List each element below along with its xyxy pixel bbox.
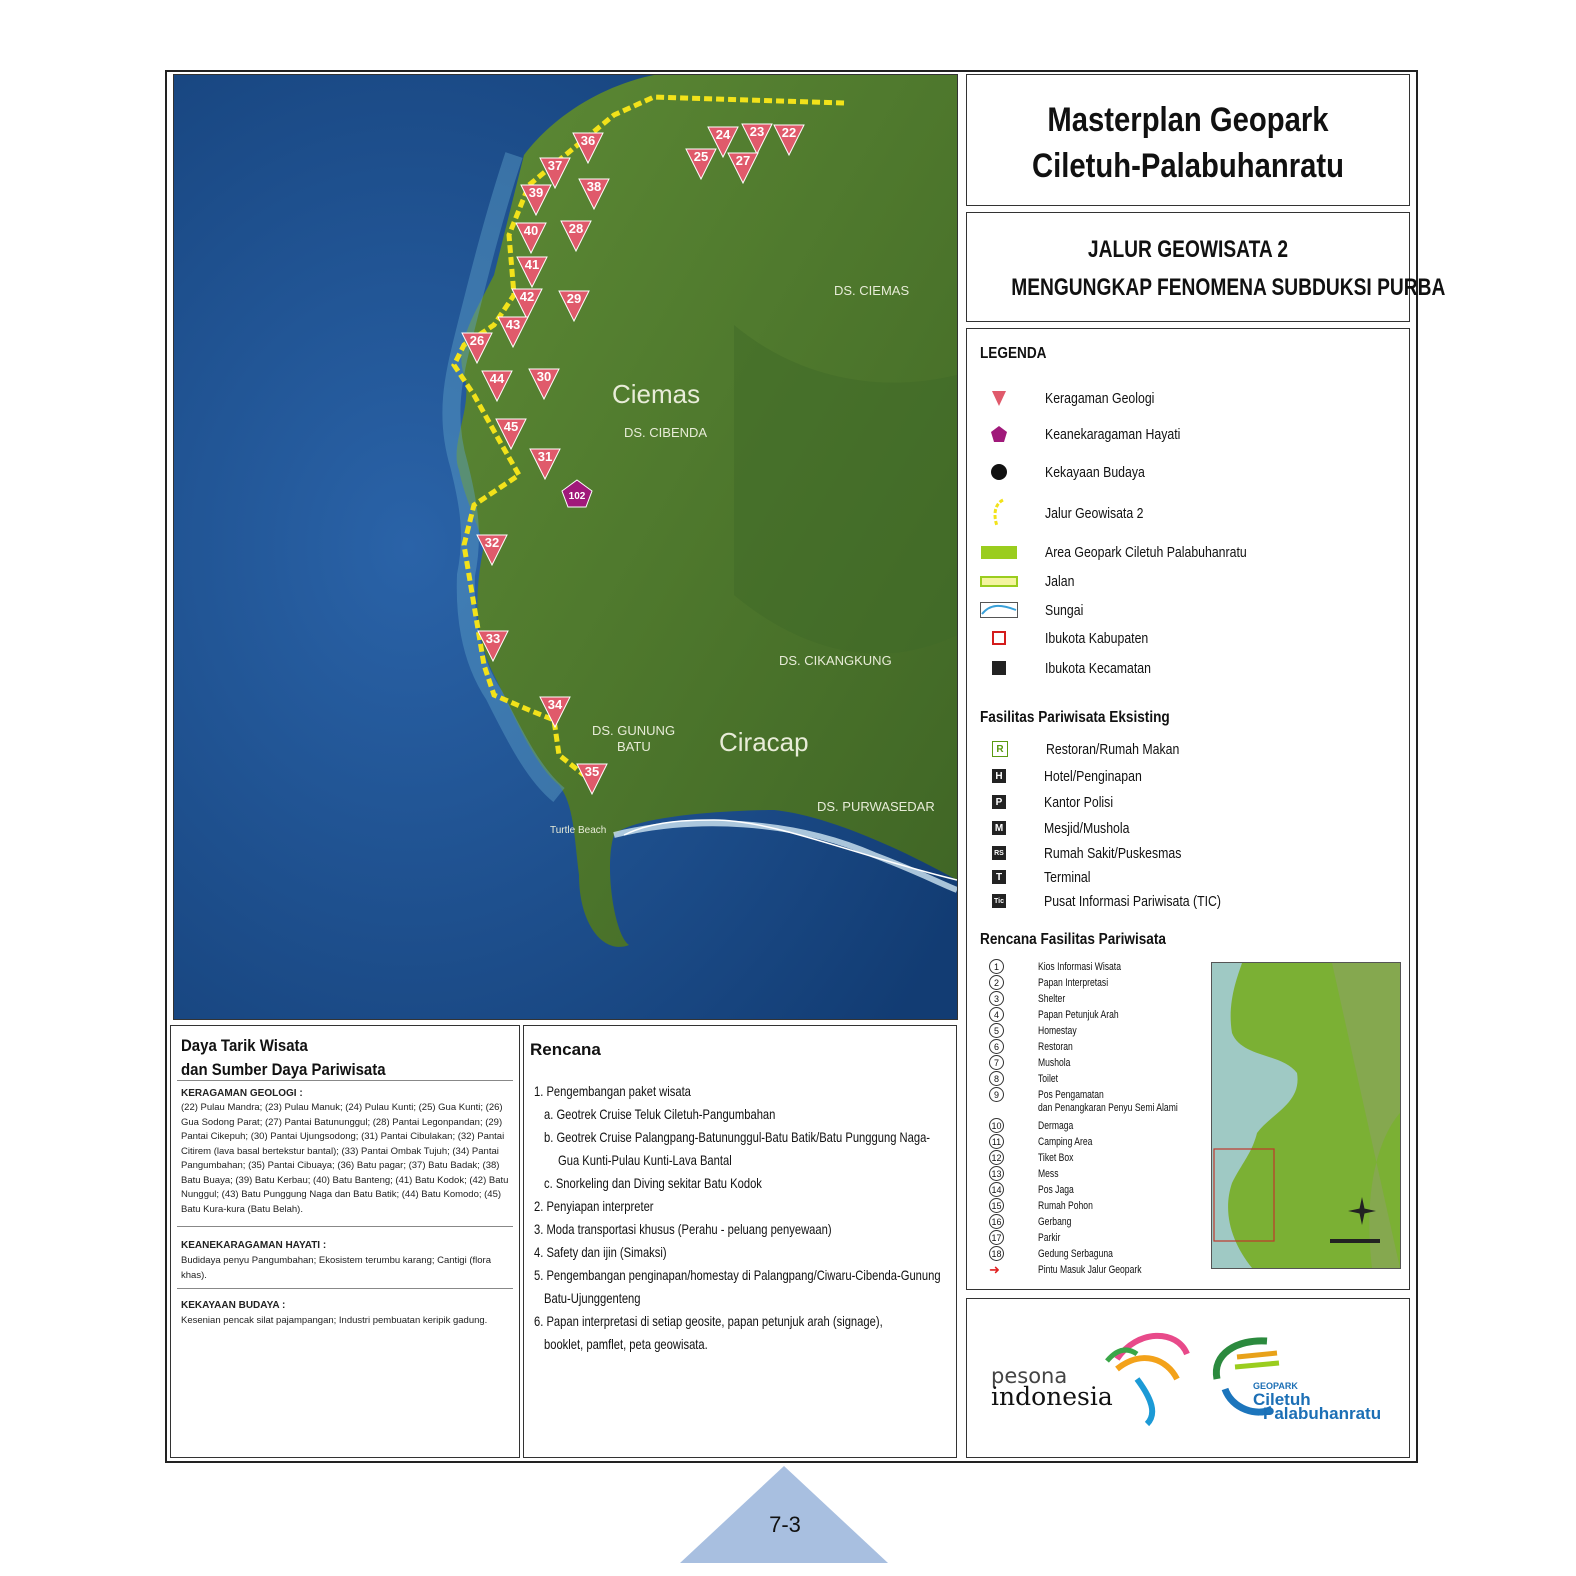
red-square-icon xyxy=(979,627,1019,649)
subtitle-panel xyxy=(966,212,1446,322)
planned-facility-item xyxy=(989,1007,1141,1022)
legend-item xyxy=(979,387,1178,409)
planned-number-icon: 3 xyxy=(989,991,1004,1006)
geology-site-number: 45 xyxy=(503,419,519,434)
daya-tarik-panel xyxy=(170,1025,520,1458)
legend-label: Keanekaragaman Hayati xyxy=(1045,425,1181,443)
road-icon xyxy=(979,570,1019,592)
geology-site-number: 36 xyxy=(580,133,596,148)
rencana-item: 2. Penyiapan interpreter xyxy=(534,1198,654,1214)
planned-label: Kios Informasi Wisata xyxy=(1038,960,1121,973)
planned-heading: Rencana Fasilitas Pariwisata xyxy=(980,931,1166,948)
rencana-item: 5. Pengembangan penginapan/homestay di Palangpang/Ciwaru-Cibenda-Gunung xyxy=(534,1267,941,1283)
planned-label: Toilet xyxy=(1038,1072,1059,1085)
logo-palabuhanratu: Palabuhanratu xyxy=(1263,1404,1382,1423)
planned-facility-item xyxy=(989,1039,1083,1054)
existing-facility-item xyxy=(979,890,1260,912)
hayati-section xyxy=(181,1238,511,1283)
legend-item xyxy=(979,570,1081,592)
planned-number-icon: 18 xyxy=(989,1246,1004,1261)
planned-facility-item xyxy=(989,1230,1067,1245)
planned-number-icon: 12 xyxy=(989,1150,1004,1165)
planned-facility-item xyxy=(989,1198,1108,1213)
planned-number-icon: 7 xyxy=(989,1055,1004,1070)
planned-number-icon: 2 xyxy=(989,975,1004,990)
legend-label: Jalur Geowisata 2 xyxy=(1045,504,1144,522)
planned-facility-item xyxy=(989,1071,1064,1086)
geology-site-number: 26 xyxy=(469,333,485,348)
label-ds-cibenda: DS. CIBENDA xyxy=(624,425,708,440)
label-ciemas: Ciemas xyxy=(612,379,701,409)
existing-facility-item xyxy=(979,842,1212,864)
geologi-section xyxy=(181,1086,511,1217)
geology-site-number: 40 xyxy=(523,223,539,238)
planned-facility-item xyxy=(989,1102,1217,1114)
geologi-text: (22) Pulau Mandra; (23) Pulau Manuk; (24) Pulau Kunti; (25) Gua Kunti; (26) Gua Sodong Parat; (27) Pantai Batununggul; (28) Pantai Legonpandan; (29) Pantai Cikepuh; (30) Pantai Ujungsodong; (31) Pantai Cibulakan; (32) Pantai Citirem (lava basal bertekstur bantal); (33) Pantai Ombak Tujuh; (34) Pantai Pangumbahan; (35) Pantai Cibuaya; (36) Batu pagar; (37) Batu Badak; (38) Batu Buaya; (39) Batu Kerbau; (40) Batu Banteng; (41) Batu Kodok; (42) Batu Nunggul; (43) Batu Punggung Naga dan Batu Batik; (44) Batu Komodo; (45) Batu Kura-kura (Batu Belah). xyxy=(181,1102,509,1215)
geology-site-number: 29 xyxy=(566,291,582,306)
geology-site-number: 39 xyxy=(528,185,544,200)
budaya-text: Kesenian pencak silat pajampangan; Industri pembuatan keripik gadung. xyxy=(181,1315,488,1326)
logo-geopark: GEOPARK xyxy=(1253,1381,1298,1391)
daya-tarik-title-1: Daya Tarik Wisata xyxy=(181,1036,308,1055)
logos-svg xyxy=(967,1299,1407,1455)
geology-site-number: 25 xyxy=(693,149,709,164)
rencana-item: a. Geotrek Cruise Teluk Ciletuh-Pangumbahan xyxy=(544,1106,776,1122)
planned-label: Shelter xyxy=(1038,992,1066,1005)
pesona-indonesia-logo-icon xyxy=(1107,1336,1187,1424)
geology-site-number: 33 xyxy=(485,631,501,646)
biodiversity-label: 102 xyxy=(568,491,586,502)
planned-number-icon: 15 xyxy=(989,1198,1004,1213)
planned-facility-item xyxy=(989,1262,1171,1278)
legend-label: Ibukota Kecamatan xyxy=(1045,659,1151,677)
legend-item xyxy=(979,657,1174,679)
planned-number-icon: 17 xyxy=(989,1230,1004,1245)
geology-site-number: 42 xyxy=(519,289,535,304)
geologi-heading: KERAGAMAN GEOLOGI : xyxy=(181,1088,303,1099)
geology-site-number: 30 xyxy=(536,369,552,384)
planned-label: Parkir xyxy=(1038,1231,1061,1244)
geology-site-number: 24 xyxy=(715,127,731,142)
label-ds-gunung: DS. GUNUNG xyxy=(592,723,676,738)
triangle-icon xyxy=(979,387,1019,409)
legend-item xyxy=(979,423,1210,445)
facility-label: Kantor Polisi xyxy=(1044,793,1114,811)
legend-label: Keragaman Geologi xyxy=(1045,389,1155,407)
daya-tarik-title xyxy=(181,1034,386,1082)
river-icon xyxy=(979,599,1019,621)
planned-label: Restoran xyxy=(1038,1040,1073,1053)
rencana-item: b. Geotrek Cruise Palangpang-Batununggul-Batu Batik/Batu Punggung Naga- xyxy=(544,1129,931,1145)
facility-label: Mesjid/Mushola xyxy=(1044,819,1130,837)
rencana-title: Rencana xyxy=(530,1040,601,1059)
existing-facility-item xyxy=(979,738,1209,760)
geology-site-number: 43 xyxy=(505,317,521,332)
geology-site-number: 31 xyxy=(537,449,553,464)
planned-facility-item xyxy=(989,1214,1081,1229)
planned-label: Dermaga xyxy=(1038,1119,1074,1132)
legend-label: Area Geopark Ciletuh Palabuhanratu xyxy=(1045,543,1247,561)
existing-facility-item xyxy=(979,765,1163,787)
planned-number-icon: 8 xyxy=(989,1071,1004,1086)
planned-label: Papan Petunjuk Arah xyxy=(1038,1008,1119,1021)
facility-label: Terminal xyxy=(1044,868,1091,886)
circle-icon xyxy=(979,461,1019,483)
page-number: 7-3 xyxy=(769,1512,801,1537)
geology-site-number: 23 xyxy=(749,124,765,139)
planned-facility-item xyxy=(989,1055,1080,1070)
geology-site-number: 44 xyxy=(489,371,505,386)
logo-pesona: pesona xyxy=(991,1364,1068,1388)
legend-label: Sungai xyxy=(1045,601,1084,619)
facility-code-icon: H xyxy=(992,769,1006,783)
planned-number-icon: 11 xyxy=(989,1134,1004,1149)
budaya-heading: KEKAYAAN BUDAYA : xyxy=(181,1300,286,1311)
rencana-item: Batu-Ujunggenteng xyxy=(544,1290,641,1306)
planned-facility-item xyxy=(989,1182,1084,1197)
facility-code-icon: R xyxy=(992,741,1008,757)
planned-label: Gerbang xyxy=(1038,1215,1072,1228)
planned-label: Camping Area xyxy=(1038,1135,1093,1148)
geology-site-number: 22 xyxy=(781,125,797,140)
planned-number-icon: 9 xyxy=(989,1087,1004,1102)
rencana-item: 3. Moda transportasi khusus (Perahu - peluang penyewaan) xyxy=(534,1221,832,1237)
geology-site-number: 37 xyxy=(547,158,563,173)
inset-svg xyxy=(1212,963,1400,1268)
rencana-item: 1. Pengembangan paket wisata xyxy=(534,1083,691,1099)
planned-facility-item xyxy=(989,1118,1083,1133)
label-ds-ciemas: DS. CIEMAS xyxy=(834,283,910,298)
planned-label: dan Penangkaran Penyu Semi Alami xyxy=(1038,1102,1178,1114)
satellite-map[interactable] xyxy=(173,74,958,1020)
planned-label: Rumah Pohon xyxy=(1038,1199,1093,1212)
planned-facility-item xyxy=(989,1150,1083,1165)
pentagon-icon xyxy=(979,423,1019,445)
planned-facility-item xyxy=(989,1166,1064,1181)
legend-label: Ibukota Kabupaten xyxy=(1045,629,1149,647)
planned-label: Papan Interpretasi xyxy=(1038,976,1109,989)
logos-panel xyxy=(966,1298,1410,1458)
legend-item xyxy=(979,541,1291,563)
planned-number-icon: 10 xyxy=(989,1118,1004,1133)
label-ds-purwasedar: DS. PURWASEDAR xyxy=(817,799,935,814)
entry-arrow-icon: ➜ xyxy=(989,1262,1000,1277)
facility-code-icon: RS xyxy=(992,846,1006,860)
geology-site-number: 41 xyxy=(524,257,540,272)
map-svg xyxy=(174,75,957,1019)
planned-label: Mess xyxy=(1038,1167,1059,1180)
planned-facility-item xyxy=(989,1134,1108,1149)
hayati-heading: KEANEKARAGAMAN HAYATI : xyxy=(181,1240,327,1251)
facility-label: Hotel/Penginapan xyxy=(1044,767,1142,785)
green-area-icon xyxy=(979,541,1019,563)
planned-label: Tiket Box xyxy=(1038,1151,1074,1164)
facility-code-icon: P xyxy=(992,795,1006,809)
rencana-item: 6. Papan interpretasi di setiap geosite, papan petunjuk arah (signage), xyxy=(534,1313,883,1329)
facility-code-icon: Tic xyxy=(992,894,1006,908)
planned-number-icon: 14 xyxy=(989,1182,1004,1197)
title-panel xyxy=(966,74,1410,206)
subtitle-line-1: JALUR GEOWISATA 2 xyxy=(1087,236,1289,263)
dashed-line-icon xyxy=(979,502,1019,524)
planned-label: Gedung Serbaguna xyxy=(1038,1247,1113,1260)
legend-item xyxy=(979,627,1171,649)
legend-item xyxy=(979,461,1167,483)
planned-facility-item xyxy=(989,975,1128,990)
planned-number-icon: 4 xyxy=(989,1007,1004,1022)
planned-label: Pintu Masuk Jalur Geopark xyxy=(1038,1264,1142,1276)
legend-label: Jalan xyxy=(1045,572,1075,590)
planned-facility-item xyxy=(989,1246,1134,1261)
black-square-icon xyxy=(979,657,1019,679)
facility-label: Restoran/Rumah Makan xyxy=(1046,740,1180,758)
planned-label: Homestay xyxy=(1038,1024,1077,1037)
legend-item xyxy=(979,502,1165,524)
rencana-item: 4. Safety dan ijin (Simaksi) xyxy=(534,1244,667,1260)
legend-label: Kekayaan Budaya xyxy=(1045,463,1145,481)
planned-facility-item xyxy=(989,959,1144,974)
subtitle-line-2: MENGUNGKAP FENOMENA SUBDUKSI PURBA xyxy=(1011,274,1446,301)
legend-heading: LEGENDA xyxy=(980,345,1047,362)
planned-facility-item xyxy=(989,1023,1088,1038)
planned-label: Pos Pengamatan xyxy=(1038,1088,1104,1101)
planned-number-icon: 5 xyxy=(989,1023,1004,1038)
geology-site-number: 35 xyxy=(584,764,600,779)
planned-label: Mushola xyxy=(1038,1056,1071,1069)
geology-site-number: 27 xyxy=(735,153,751,168)
label-ds-cikangkung: DS. CIKANGKUNG xyxy=(779,653,892,668)
label-turtle-beach: Turtle Beach xyxy=(550,825,607,836)
label-ciracap: Ciracap xyxy=(719,727,809,757)
rencana-item: c. Snorkeling dan Diving sekitar Batu Kodok xyxy=(544,1175,762,1191)
existing-facility-item xyxy=(979,866,1101,888)
geology-site-number: 34 xyxy=(547,697,563,712)
legend-item xyxy=(979,599,1092,621)
rencana-item: Gua Kunti-Pulau Kunti-Lava Bantal xyxy=(558,1152,732,1168)
rencana-panel xyxy=(523,1025,957,1458)
title-line-1: Masterplan Geopark xyxy=(1047,101,1329,139)
geology-site-number: 32 xyxy=(484,535,500,550)
title-line-2: Ciletuh-Palabuhanratu xyxy=(1032,147,1344,185)
rencana-item: booklet, pamflet, peta geowisata. xyxy=(544,1336,708,1352)
facility-label: Rumah Sakit/Puskesmas xyxy=(1044,844,1182,862)
planned-facility-item xyxy=(989,991,1073,1006)
existing-facility-item xyxy=(979,817,1148,839)
geology-site-number: 38 xyxy=(586,179,602,194)
hayati-text: Budidaya penyu Pangumbahan; Ekosistem terumbu karang; Cantigi (flora khas). xyxy=(181,1255,491,1281)
planned-label: Pos Jaga xyxy=(1038,1183,1074,1196)
logo-indonesia: indonesia xyxy=(991,1382,1113,1411)
existing-facility-item xyxy=(979,791,1128,813)
facility-label: Pusat Informasi Pariwisata (TIC) xyxy=(1044,892,1222,910)
planned-number-icon: 6 xyxy=(989,1039,1004,1054)
locator-inset-map xyxy=(1211,962,1401,1269)
planned-facility-item xyxy=(989,1087,1122,1102)
existing-heading: Fasilitas Pariwisata Eksisting xyxy=(980,709,1170,726)
budaya-section xyxy=(181,1298,511,1328)
facility-code-icon: T xyxy=(992,870,1006,884)
geology-site-number: 28 xyxy=(568,221,584,236)
planned-number-icon: 16 xyxy=(989,1214,1004,1229)
daya-tarik-title-2: dan Sumber Daya Pariwisata xyxy=(181,1060,386,1079)
logo-ciletuh: Ciletuh xyxy=(1253,1390,1311,1409)
facility-code-icon: M xyxy=(992,821,1006,835)
planned-number-icon: 13 xyxy=(989,1166,1004,1181)
label-batu: BATU xyxy=(617,739,651,754)
planned-number-icon: 1 xyxy=(989,959,1004,974)
